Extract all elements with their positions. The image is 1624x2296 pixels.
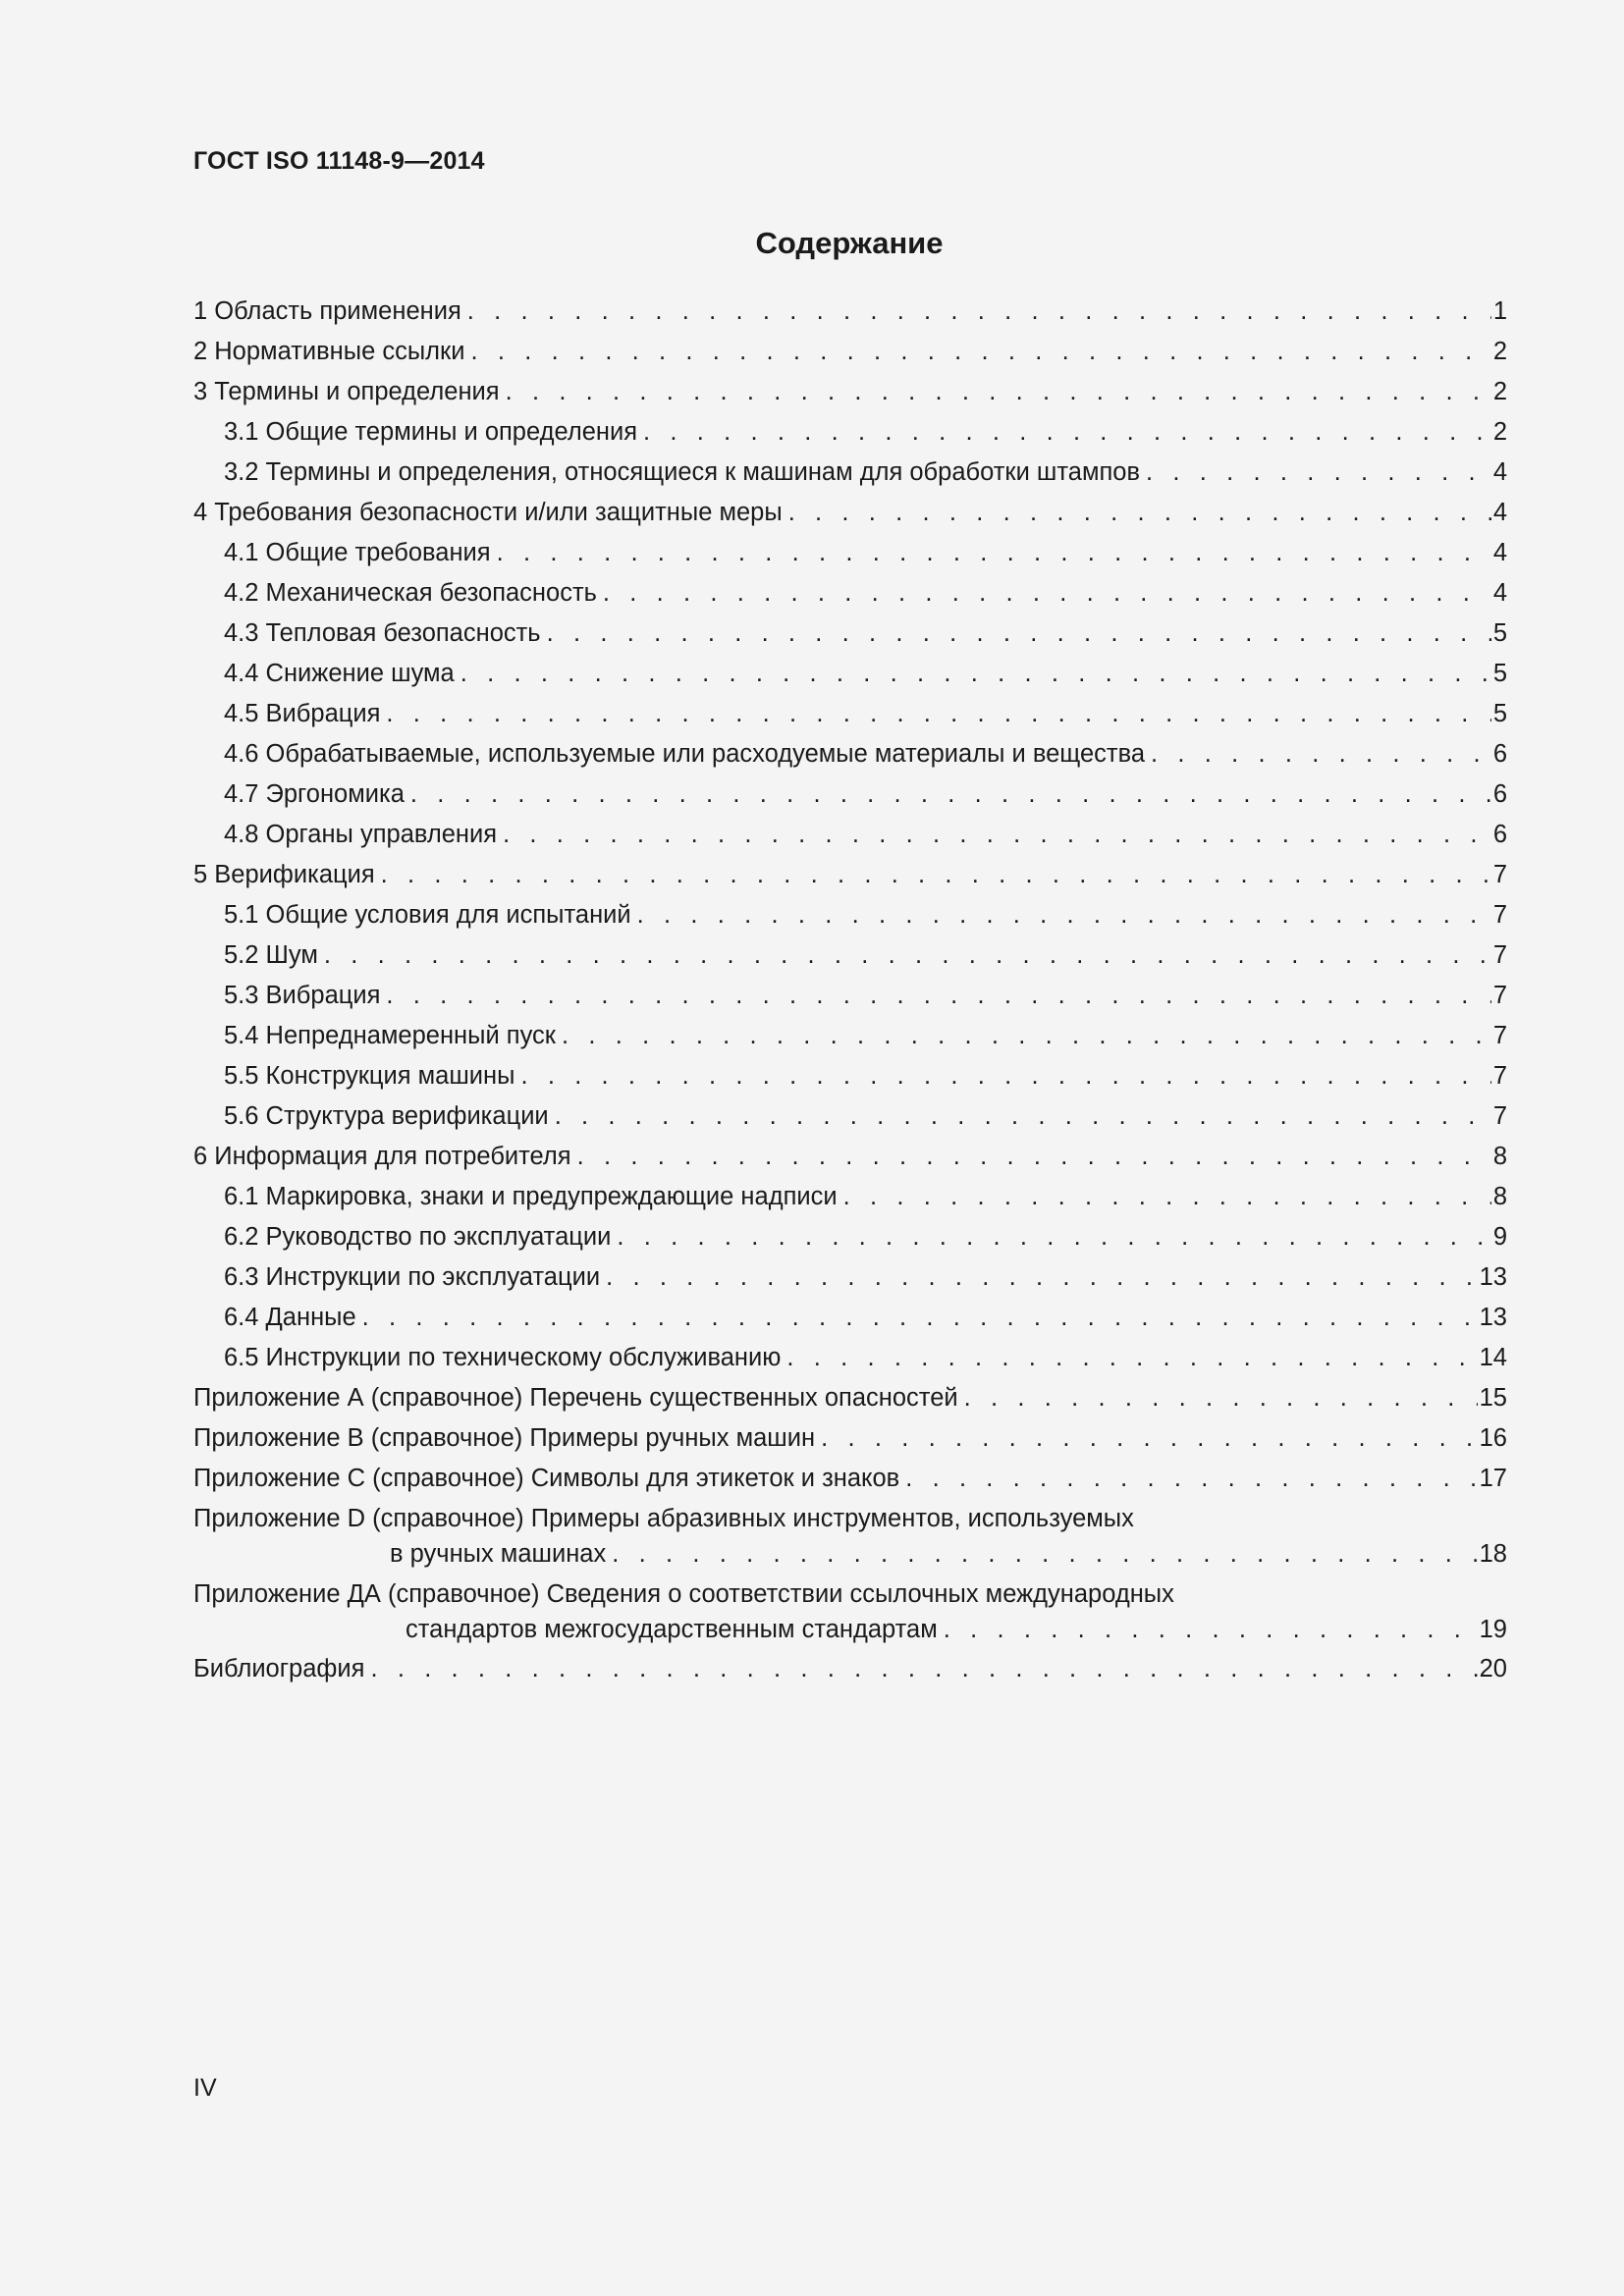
toc-entry-annex-c[interactable] xyxy=(193,1453,1507,1493)
toc-entry-text: Приложение ДА (справочное) Сведения о соответствии ссылочных международных xyxy=(193,1580,1174,1608)
dot-leader xyxy=(460,659,1491,688)
dot-leader xyxy=(362,1303,1478,1332)
toc-entry-page: 7 xyxy=(1492,1102,1507,1130)
toc-entry-text: 3.2 Термины и определения, относящиеся к машинам для обработки штампов xyxy=(224,458,1141,486)
toc-entry-5-5[interactable] xyxy=(193,1050,1507,1091)
toc-entry-page: 7 xyxy=(1492,982,1507,1009)
dot-leader xyxy=(386,981,1490,1010)
toc-entry-text: 6 Информация для потребителя xyxy=(193,1143,571,1170)
dot-leader xyxy=(612,1539,1477,1569)
dot-leader xyxy=(637,900,1491,930)
dot-leader xyxy=(370,1654,1477,1683)
toc-entry-page: 13 xyxy=(1479,1304,1507,1331)
dot-leader xyxy=(843,1182,1491,1211)
dot-leader xyxy=(547,618,1491,648)
toc-entry-text: 4 Требования безопасности и/или защитные меры xyxy=(193,499,783,526)
dot-leader xyxy=(788,498,1491,527)
toc-entry-page: 6 xyxy=(1492,780,1507,808)
toc-entry-page: 13 xyxy=(1479,1263,1507,1291)
toc-entry-text: 4.3 Тепловая безопасность xyxy=(224,619,541,647)
toc-entry-page: 6 xyxy=(1492,821,1507,848)
toc-entry-page: 19 xyxy=(1479,1616,1507,1643)
dot-leader xyxy=(606,1262,1478,1292)
toc-entry-text: 2 Нормативные ссылки xyxy=(193,338,465,365)
toc-entry-text: 4.2 Механическая безопасность xyxy=(224,579,597,607)
toc-entry-annex-da[interactable] xyxy=(193,1579,1507,1644)
toc-entry-page: 2 xyxy=(1492,418,1507,446)
dot-leader xyxy=(520,1061,1490,1091)
toc-entry-text: 5.2 Шум xyxy=(224,941,318,969)
dot-leader xyxy=(577,1142,1491,1171)
toc-entry-annex-d[interactable] xyxy=(193,1504,1507,1569)
toc-entry-4-3[interactable] xyxy=(193,608,1507,648)
toc-entry-text: Приложение В (справочное) Примеры ручных машин xyxy=(193,1424,816,1452)
dot-leader xyxy=(944,1615,1478,1644)
toc-entry-page: 4 xyxy=(1492,539,1507,566)
dot-leader xyxy=(562,1021,1491,1050)
toc-entry-4-5[interactable] xyxy=(193,688,1507,728)
toc-entry-text: 4.7 Эргономика xyxy=(224,780,405,808)
toc-entry-text: 6.2 Руководство по эксплуатации xyxy=(224,1223,612,1251)
toc-entry-4-2[interactable] xyxy=(193,567,1507,608)
toc-entry-text: 4.4 Снижение шума xyxy=(224,660,455,687)
toc-entry-text: 4.5 Вибрация xyxy=(224,700,381,727)
toc-entry-page: 2 xyxy=(1492,378,1507,405)
toc-entry-text: 5.5 Конструкция машины xyxy=(224,1062,515,1090)
dot-leader xyxy=(386,699,1490,728)
toc-entry-page: 8 xyxy=(1492,1143,1507,1170)
toc-entry-text: Библиография xyxy=(193,1655,365,1682)
toc-entry-4-8[interactable] xyxy=(193,809,1507,849)
toc-entry-page: 6 xyxy=(1492,740,1507,768)
toc-entry-6-5[interactable] xyxy=(193,1332,1507,1372)
dot-leader xyxy=(467,296,1491,326)
toc-entry-6-2[interactable] xyxy=(193,1211,1507,1252)
toc-entry-5[interactable] xyxy=(193,849,1507,889)
dot-leader xyxy=(503,820,1491,849)
toc-entry-5-3[interactable] xyxy=(193,970,1507,1010)
toc-entry-4-4[interactable] xyxy=(193,648,1507,688)
toc-entry-page: 7 xyxy=(1492,1022,1507,1049)
toc-entry-text: Приложение А (справочное) Перечень существенных опасностей xyxy=(193,1384,958,1412)
toc-entry-text: 3 Термины и определения xyxy=(193,378,500,405)
toc-entry-3[interactable] xyxy=(193,366,1507,406)
toc-entry-page: 5 xyxy=(1492,619,1507,647)
toc-entry-text: 3.1 Общие термины и определения xyxy=(224,418,638,446)
toc-entry-text: 5.1 Общие условия для испытаний xyxy=(224,901,631,929)
toc-entry-text: 5.6 Структура верификации xyxy=(224,1102,549,1130)
toc-entry-text: 5.3 Вибрация xyxy=(224,982,381,1009)
toc-entry-page: 7 xyxy=(1492,861,1507,888)
toc-entry-3-1[interactable] xyxy=(193,406,1507,447)
dot-leader xyxy=(381,860,1491,889)
toc-entry-page: 14 xyxy=(1479,1344,1507,1371)
toc-entry-5-2[interactable] xyxy=(193,930,1507,970)
toc-entry-1[interactable] xyxy=(193,286,1507,326)
toc-entry-page: 7 xyxy=(1492,1062,1507,1090)
toc-entry-annex-b[interactable] xyxy=(193,1413,1507,1453)
toc-entry-3-2[interactable] xyxy=(193,447,1507,487)
toc-entry-text-continued: стандартов межгосударственным стандартам xyxy=(406,1616,938,1643)
dot-leader xyxy=(555,1101,1491,1131)
toc-entry-4-7[interactable] xyxy=(193,769,1507,809)
toc-entry-6-4[interactable] xyxy=(193,1292,1507,1332)
toc-entry-page: 8 xyxy=(1492,1183,1507,1210)
toc-entry-page: 5 xyxy=(1492,700,1507,727)
toc-entry-page: 7 xyxy=(1492,941,1507,969)
toc-entry-text: 6.1 Маркировка, знаки и предупреждающие надписи xyxy=(224,1183,838,1210)
dot-leader xyxy=(506,377,1491,406)
page-number: IV xyxy=(193,2074,217,2102)
dot-leader xyxy=(821,1423,1478,1453)
toc-entry-text: 6.3 Инструкции по эксплуатации xyxy=(224,1263,601,1291)
toc-entry-bibliography[interactable] xyxy=(193,1644,1507,1683)
toc-entry-page: 4 xyxy=(1492,579,1507,607)
toc-entry-text: 6.4 Данные xyxy=(224,1304,356,1331)
toc-entry-page: 7 xyxy=(1492,901,1507,929)
dot-leader xyxy=(964,1383,1478,1413)
toc-title: Содержание xyxy=(755,226,944,260)
toc-entry-6[interactable] xyxy=(193,1131,1507,1171)
dot-leader xyxy=(603,578,1491,608)
toc-entry-text-continued: в ручных машинах xyxy=(390,1540,607,1568)
toc-entry-text: Приложение С (справочное) Символы для этикеток и знаков xyxy=(193,1465,900,1492)
toc-entry-text: 6.5 Инструкции по техническому обслуживанию xyxy=(224,1344,782,1371)
toc-entry-page: 18 xyxy=(1479,1540,1507,1568)
dot-leader xyxy=(410,779,1491,809)
toc-entry-annex-a[interactable] xyxy=(193,1372,1507,1413)
toc-entry-4-1[interactable] xyxy=(193,527,1507,567)
toc-entry-page: 16 xyxy=(1479,1424,1507,1452)
toc-entry-6-3[interactable] xyxy=(193,1252,1507,1292)
toc-entry-text: 4.6 Обрабатываемые, используемые или расходуемые материалы и вещества xyxy=(224,740,1146,768)
toc-entry-4[interactable] xyxy=(193,487,1507,527)
toc-entry-6-1[interactable] xyxy=(193,1171,1507,1211)
toc-entry-text: 5 Верификация xyxy=(193,861,375,888)
toc-entry-text: 1 Область применения xyxy=(193,297,461,325)
toc-entry-page: 2 xyxy=(1492,338,1507,365)
dot-leader xyxy=(1146,457,1491,487)
toc-entry-text: 5.4 Непреднамеренный пуск xyxy=(224,1022,556,1049)
toc-entry-text: Приложение D (справочное) Примеры абразивных инструментов, используемых xyxy=(193,1505,1134,1532)
toc-entry-page: 9 xyxy=(1492,1223,1507,1251)
dot-leader xyxy=(1151,739,1491,769)
toc-entry-text: 4.1 Общие требования xyxy=(224,539,491,566)
toc-entry-page: 4 xyxy=(1492,499,1507,526)
toc-entry-page: 20 xyxy=(1479,1655,1507,1682)
dot-leader xyxy=(617,1222,1490,1252)
dot-leader xyxy=(324,940,1491,970)
dot-leader xyxy=(905,1464,1477,1493)
dot-leader xyxy=(497,538,1491,567)
dot-leader xyxy=(786,1343,1477,1372)
toc-entry-5-6[interactable] xyxy=(193,1091,1507,1131)
toc-entry-page: 1 xyxy=(1492,297,1507,325)
dot-leader xyxy=(643,417,1491,447)
toc-entry-page: 15 xyxy=(1479,1384,1507,1412)
toc-entry-5-4[interactable] xyxy=(193,1010,1507,1050)
toc-entry-5-1[interactable] xyxy=(193,889,1507,930)
document-code: ГОСТ ISO 11148-9—2014 xyxy=(193,147,485,175)
toc-entry-2[interactable] xyxy=(193,326,1507,366)
toc-entry-page: 17 xyxy=(1479,1465,1507,1492)
toc-entry-4-6[interactable] xyxy=(193,728,1507,769)
toc-entry-text: 4.8 Органы управления xyxy=(224,821,498,848)
table-of-contents xyxy=(193,286,1507,1683)
dot-leader xyxy=(470,337,1490,366)
toc-entry-page: 5 xyxy=(1492,660,1507,687)
toc-entry-page: 4 xyxy=(1492,458,1507,486)
